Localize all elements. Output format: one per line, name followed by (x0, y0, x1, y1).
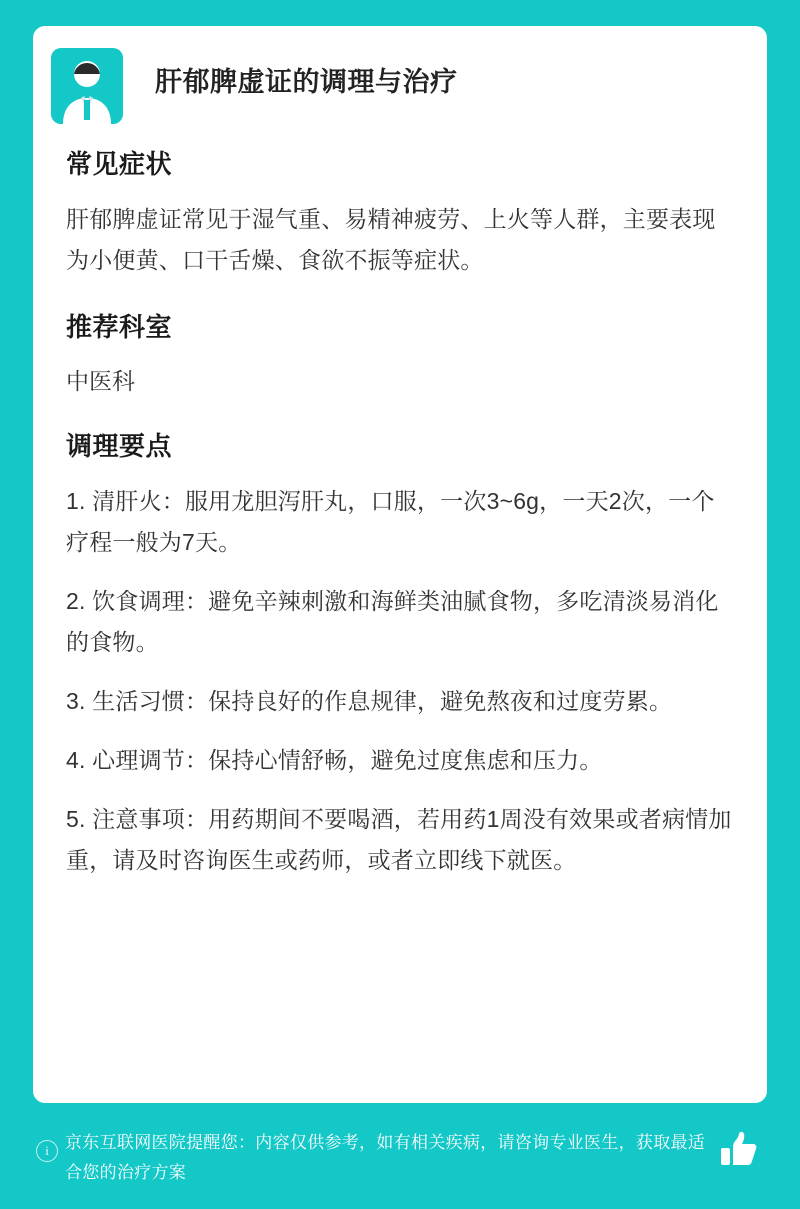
list-item: 4. 心理调节：保持心情舒畅，避免过度焦虑和压力。 (66, 747, 603, 773)
department-name: 中医科 (66, 368, 135, 394)
symptoms-text: 肝郁脾虚证常见于湿气重、易精神疲劳、上火等人群，主要表现为小便黄、口干舌燥、食欲不振等症状。 (66, 206, 716, 273)
info-icon: i (36, 1140, 58, 1162)
thumbs-up-icon[interactable] (719, 1130, 759, 1172)
doctor-avatar-icon (51, 48, 123, 124)
section-heading-care-tips: 调理要点 (66, 431, 173, 461)
section-heading-department: 推荐科室 (66, 312, 173, 342)
list-item: 2. 饮食调理：避免辛辣刺激和海鲜类油腻食物，多吃清淡易消化的食物。 (66, 588, 719, 655)
section-heading-symptoms: 常见症状 (66, 149, 173, 179)
list-item: 5. 注意事项：用药期间不要喝酒，若用药1周没有效果或者病情加重，请及时咨询医生或药师，或者立即线下就医。 (66, 806, 732, 873)
page-title: 肝郁脾虚证的调理与治疗 (155, 67, 458, 97)
footer-disclaimer-bar (33, 1120, 767, 1190)
content-card (33, 26, 767, 1103)
list-item: 3. 生活习惯：保持良好的作息规律，避免熬夜和过度劳累。 (66, 688, 673, 714)
section-department (66, 307, 734, 400)
disclaimer-text: 京东互联网医院提醒您：内容仅供参考，如有相关疾病，请咨询专业医生，获取最适合您的治疗方案 (65, 1133, 706, 1182)
list-item: 1. 清肝火：服用龙胆泻肝丸，口服，一次3~6g，一天2次，一个疗程一般为7天。 (66, 488, 715, 555)
article-body (58, 144, 742, 907)
section-symptoms (66, 144, 734, 281)
section-care-tips (66, 426, 734, 881)
